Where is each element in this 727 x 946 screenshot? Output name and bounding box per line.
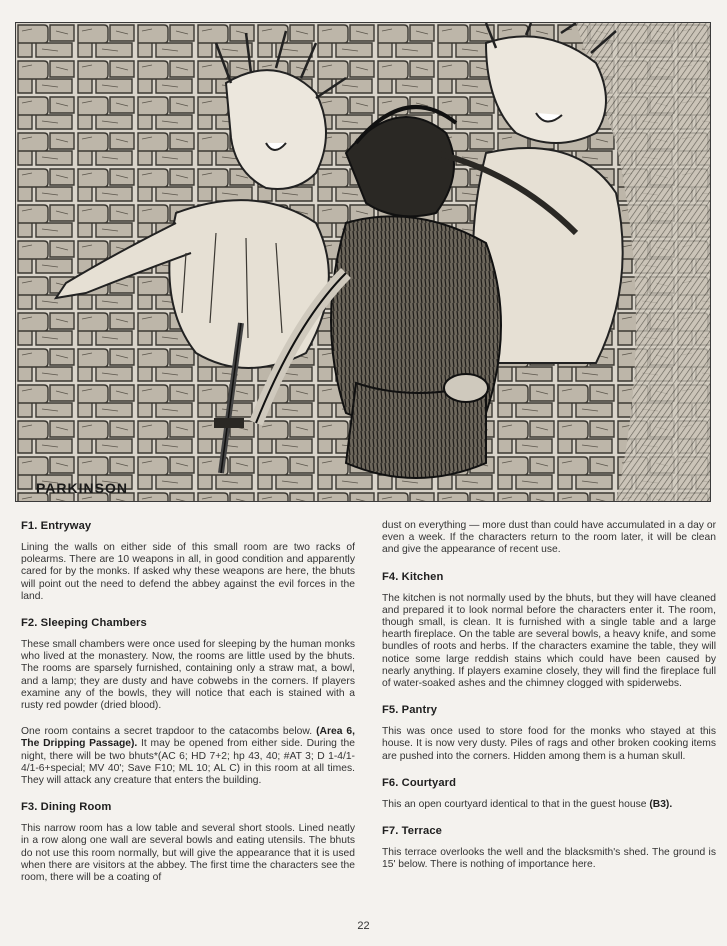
heading-f3-dining-room: F3. Dining Room bbox=[21, 801, 112, 814]
text-f3-dining-room: This narrow room has a low table and several short stools. Lined neatly in a row along one wall are several bowls and eating utensils. The bhuts do not use this room normally, but will give the appearance that it is used when there are visitors at the abbey. The first time the characters see the room, there will be a coating of bbox=[21, 823, 355, 884]
text-f3-dining-room-continued: dust on everything — more dust than could have accumulated in a day or even a week. If the characters return to the room later, it will be clean and give the appearance of recent use. bbox=[382, 520, 716, 556]
area-reference: (Area 6, The Dripping Passage). bbox=[21, 726, 355, 750]
heading-f6-courtyard: F6. Courtyard bbox=[382, 776, 457, 789]
illustration bbox=[15, 22, 711, 502]
text-f2-sleeping-chambers-1: These small chambers were once used for sleeping by the human monks who lived at the monastery. Now, the rooms are little used by the bhuts. The rooms are sparsely furnished, containing only a straw mat, a bowl, and a lamp; they are dusty and have cobwebs in the corners. If players examine any of the bowls, they will notice that each is stained with a rusty red powder (dried blood). bbox=[21, 639, 355, 712]
illustration-artwork bbox=[16, 23, 710, 501]
text-f4-kitchen: The kitchen is not normally used by the bhuts, but they will have cleaned and prepared it to look normal before the characters enter it. The room, though small, is clean. It is furnished with a single table and a large hearth fireplace. On the table are several bowls, a heavy knife, and some bundles of roots and herbs. If the characters examine the table, they will notice some large reddish stains which could have been caused by nearly anything. If players examine closely, they will find the fireplace full of water-soaked ashes and the chimney clogged with spiderwebs. bbox=[382, 592, 716, 690]
text-f7-terrace: This terrace overlooks the well and the blacksmith's shed. The ground is 15' below. There is nothing of importance here. bbox=[382, 847, 716, 871]
area-reference: (B3). bbox=[649, 798, 673, 810]
heading-f5-pantry: F5. Pantry bbox=[382, 704, 438, 717]
heading-f2-sleeping-chambers: F2. Sleeping Chambers bbox=[21, 617, 147, 630]
right-column bbox=[382, 520, 716, 885]
text-f1-entryway: Lining the walls on either side of this small room are two racks of polearms. There are 10 weapons in all, in good condition and apparently cared for by the monks. If asked why these weapons are here, the bhuts will point out the need to defend the abbey against the evil forces in the land. bbox=[21, 542, 355, 602]
left-column bbox=[21, 520, 355, 898]
page-number: 22 bbox=[357, 920, 370, 932]
heading-f4-kitchen: F4. Kitchen bbox=[382, 570, 444, 583]
heading-f7-terrace: F7. Terrace bbox=[382, 825, 442, 838]
text-f2-sleeping-chambers-2: One room contains a secret trapdoor to the catacombs below. (Area 6, The Dripping Passage). It may be opened from either side. During the night, there will be two bhuts*(AC 6; HD 7+2; hp 43, 40; #AT 3; D 1-4/1-4/1-6+special; MV 40'; Save F10; ML 10; AL C) in this room at all times. They will attack any creature that enters the building. bbox=[21, 726, 355, 787]
text-f5-pantry: This was once used to store food for the monks who stayed at this house. It is now very dusty. Piles of rags and other broken cooking items are pushed into the corners. Hidden among them is a human skull. bbox=[382, 726, 716, 762]
heading-f1-entryway: F1. Entryway bbox=[21, 520, 92, 532]
artist-signature: PARKINSON bbox=[36, 480, 128, 496]
text-f6-courtyard: This an open courtyard identical to that in the guest house (B3). bbox=[382, 798, 673, 810]
